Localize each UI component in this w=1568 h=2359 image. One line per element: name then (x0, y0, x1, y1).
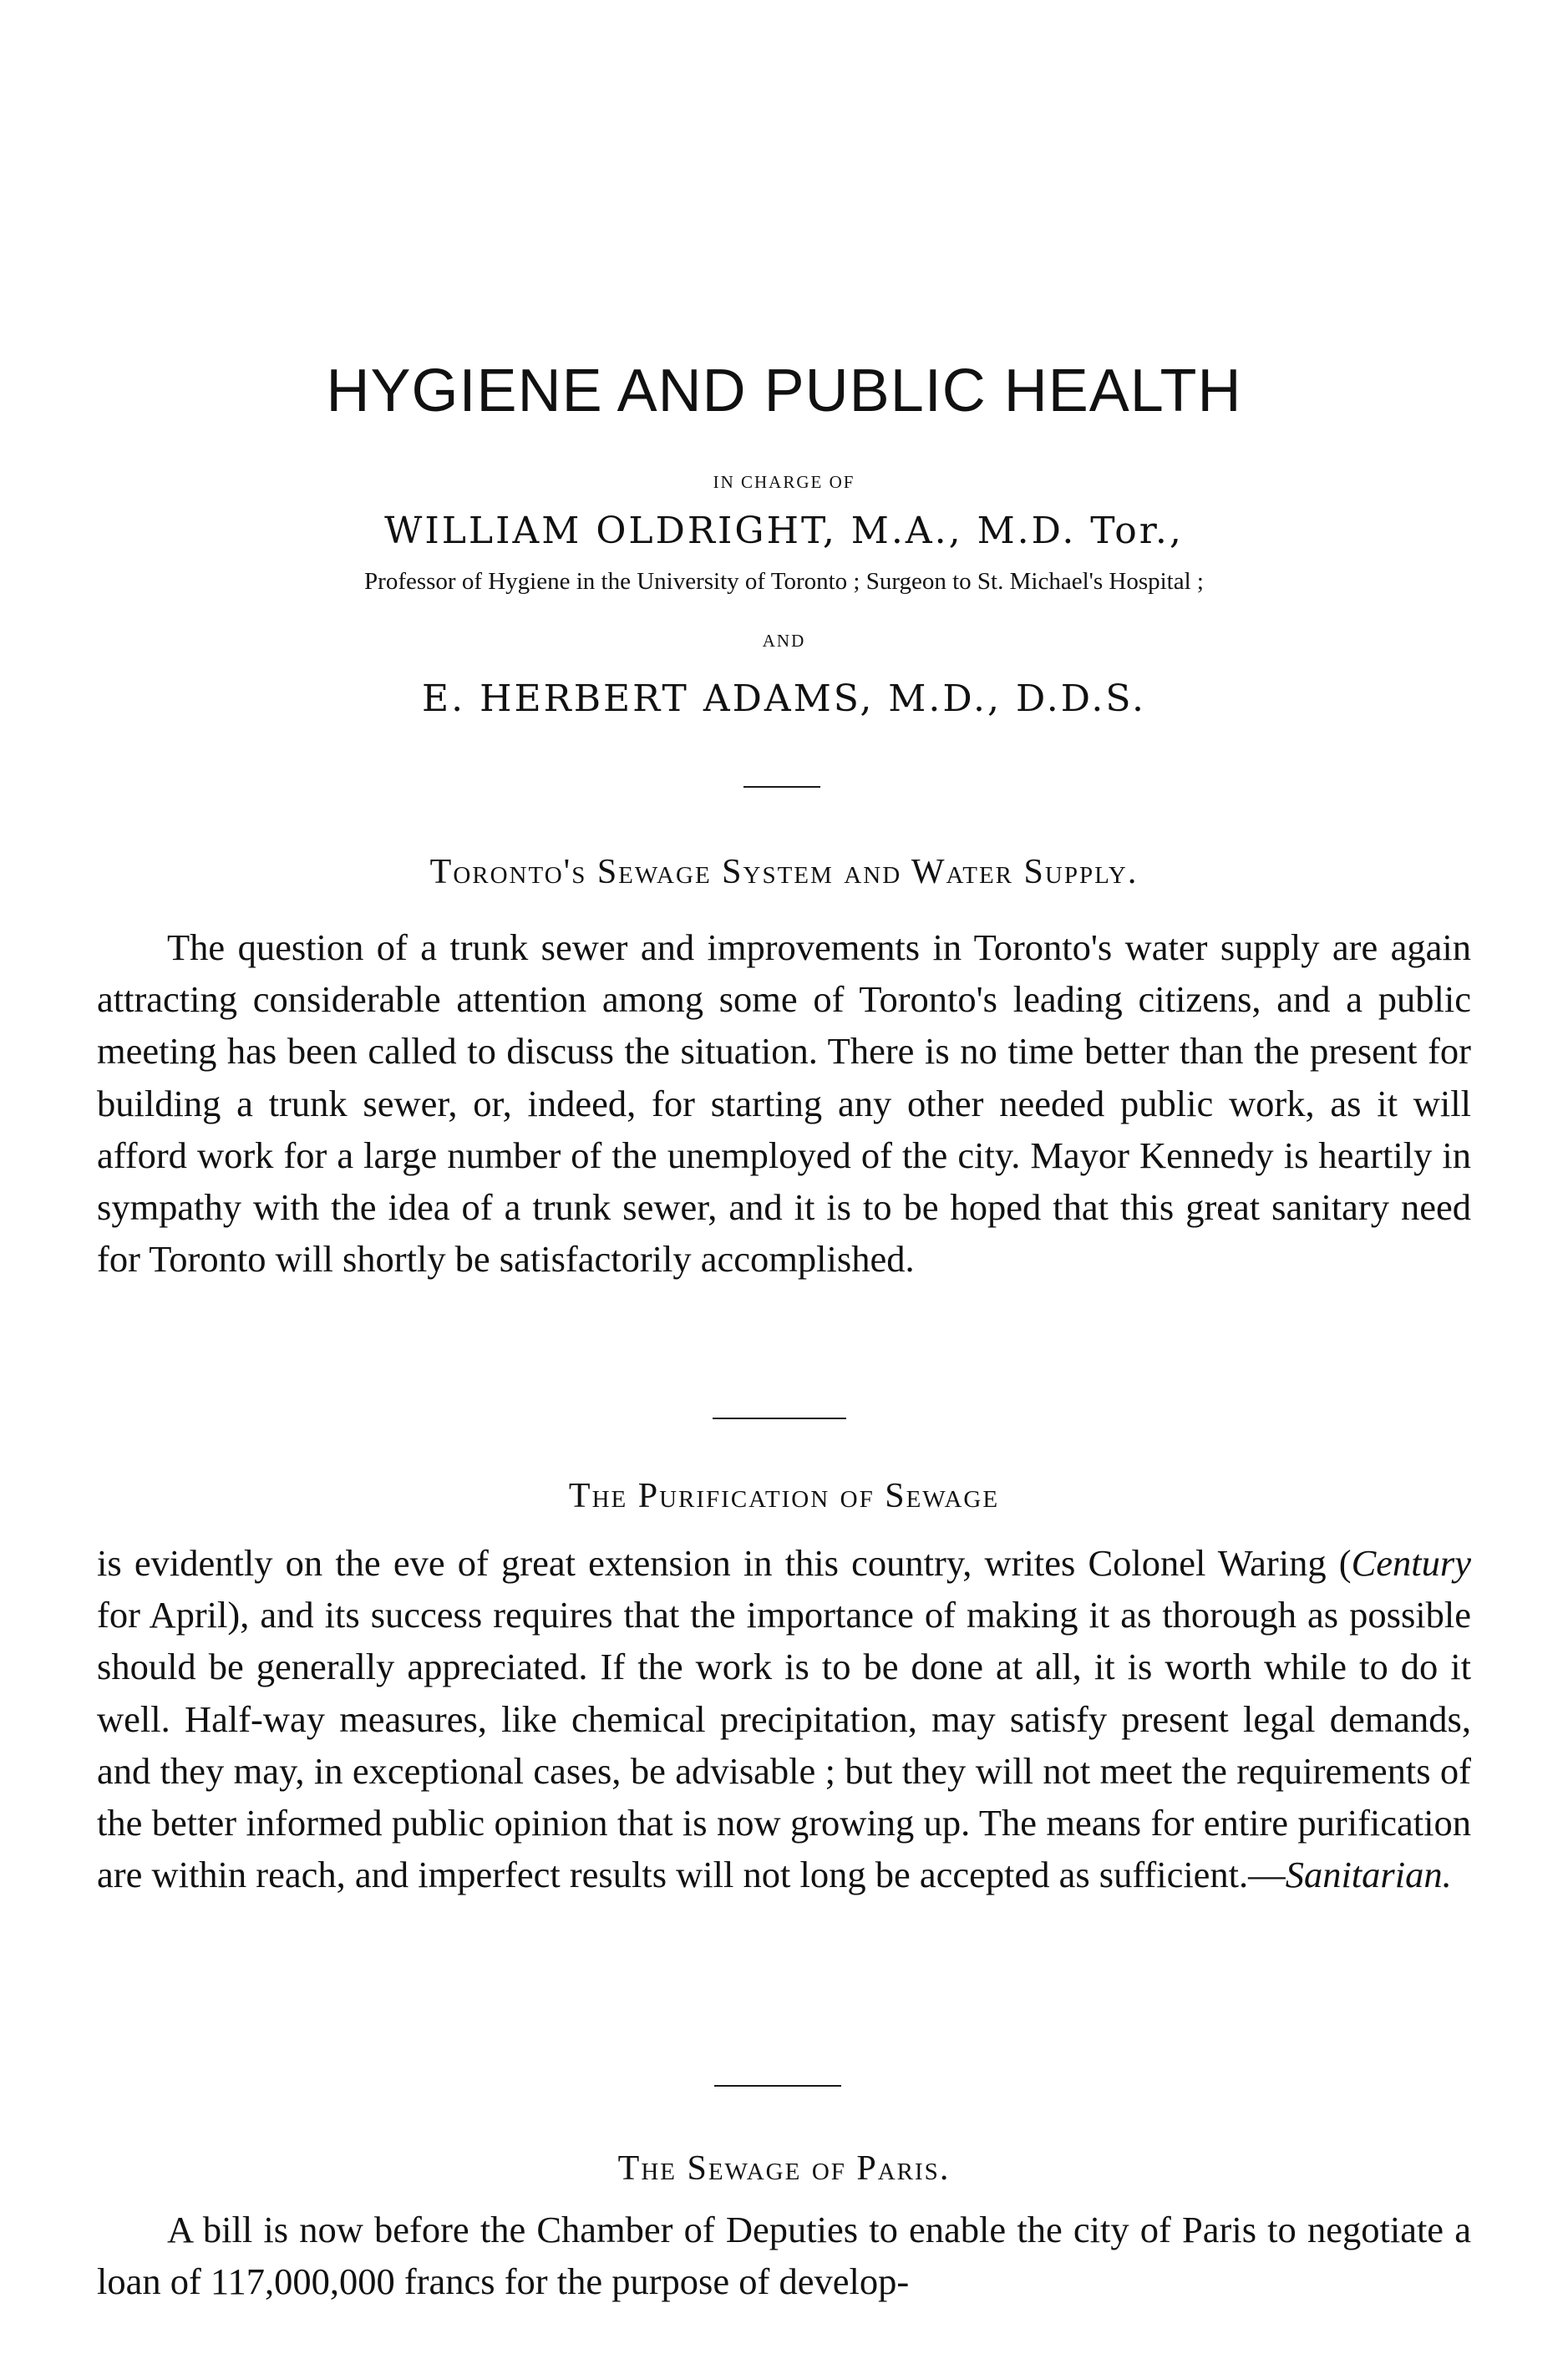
section-body-purification (97, 1537, 1471, 1900)
section-heading-purification: The Purification of Sewage (568, 1477, 1000, 1515)
section-body-paris: A bill is now before the Chamber of Deputies to enable the city of Paris to negotiate a loan of 117,000,000 francs for the purpose of develop- (97, 2209, 1471, 2303)
editor-affiliation-oldright: Professor of Hygiene in the University of Toronto ; Surgeon to St. Michael's Hospital ; (364, 568, 1204, 595)
body-text-run: is evidently on the eve of great extension in this country, writes Colonel Waring ( (97, 1542, 1352, 1584)
and-label: AND (762, 631, 806, 651)
section-divider (714, 2085, 841, 2087)
section-divider (743, 786, 820, 788)
section-divider (713, 1418, 846, 1419)
editor-name-oldright: WILLIAM OLDRIGHT, M.A., M.D. Tor., (384, 510, 1184, 552)
editor-name-adams: E. HERBERT ADAMS, M.D., D.D.S. (422, 677, 1146, 720)
section-heading-paris: The Sewage of Paris. (617, 2149, 951, 2188)
department-title: HYGIENE AND PUBLIC HEALTH (326, 358, 1242, 424)
source-attribution-sanitarian: Sanitarian. (1285, 1854, 1452, 1896)
body-text-run: for April), and its success requires that the importance of making it as thorough as possible should be generally appreciated. If the work is to be done at all, it is worth while to do it well. Half-way measures, like chemical precipitation, may satisfy present legal demands, and they may, in exceptional cases, be advisable ; but they will not meet the requirements of the better informed public opinion that is now growing up. The means for entire purification are within reach, and imperfect results will not long be accepted as sufficient.— (97, 1594, 1471, 1896)
section-body-toronto: The question of a trunk sewer and improvements in Toronto's water supply are again attracting considerable attention among some of Toronto's leading citizens, and a public meeting has been called to discuss the situation. There is no time better than the present for building a trunk sewer, or, indeed, for starting any other needed public work, as it will afford work for a large number of the unemployed of the city. Mayor Kennedy is heartily in sympathy with the idea of a trunk sewer, and it is to be hoped that this great sanitary need for Toronto will shortly be satisfactorily accomplished. (97, 926, 1471, 1281)
journal-title-century: Century (1351, 1542, 1471, 1584)
in-charge-of-label: IN CHARGE OF (713, 472, 855, 492)
section-heading-toronto: Toronto's Sewage System and Water Supply. (429, 853, 1139, 891)
